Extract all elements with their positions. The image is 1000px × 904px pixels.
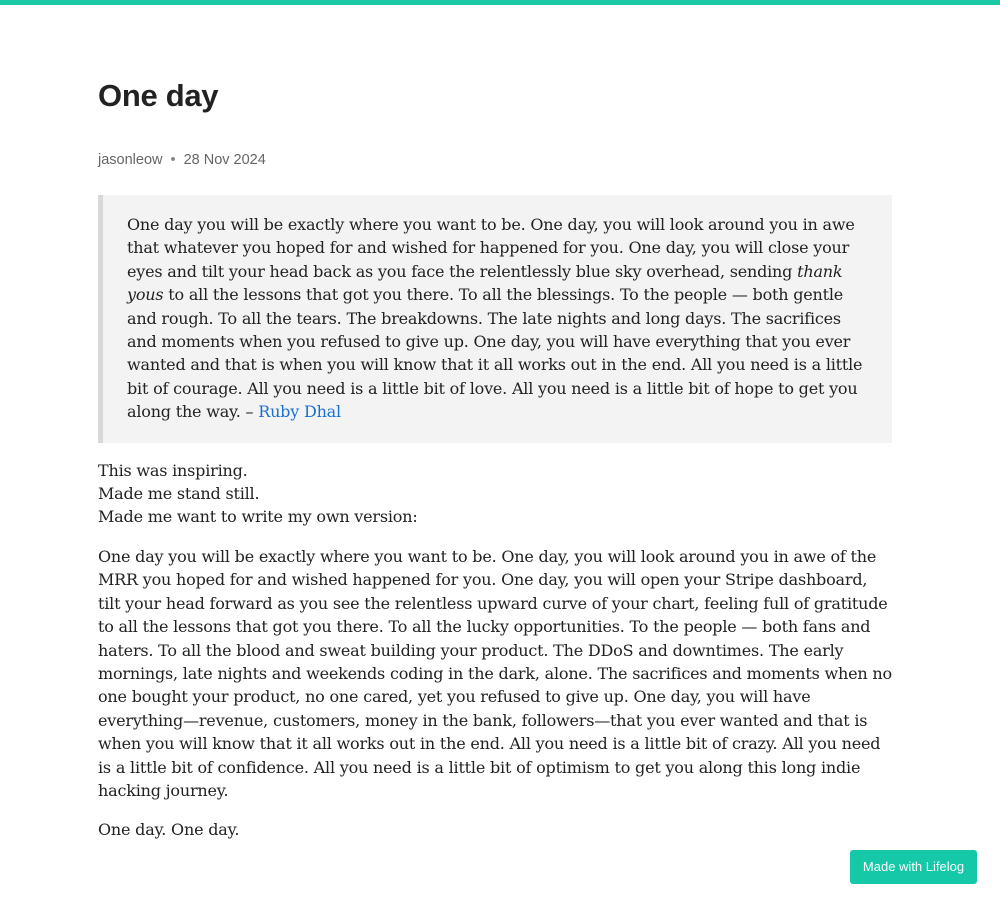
quote-text-start: One day you will be exactly where you want to be. One day, you will look around you in awe that whatever you hoped for and wished for happened for you. One day, you will close your eyes and tilt your head back as you face the relentlessly blue sky overhead, sending <box>127 215 855 281</box>
top-accent-bar <box>0 0 1000 5</box>
post-meta <box>98 150 892 170</box>
intro-line: Made me want to write my own version: <box>98 507 418 527</box>
post-title: One day <box>98 78 219 113</box>
quote-attribution-link[interactable]: Ruby Dhal <box>258 402 341 422</box>
intro-lines <box>98 459 892 529</box>
post-date: 28 Nov 2024 <box>183 152 266 168</box>
quote-text-end: to all the lessons that got you there. To all the blessings. To the people — both gentle and rough. To all the tears. The breakdowns. The late nights and long days. The sacrifices and moments when you refused to give up. One day, you will have everything that you ever wanted and that is when you will know that it all works out in the end. All you need is a little bit of courage. All you need is a little bit of love. All you need is a little bit of hope to get you along the way. – <box>127 285 863 422</box>
intro-line: Made me stand still. <box>98 484 260 504</box>
body-paragraph: One day you will be exactly where you want to be. One day, you will look around you in awe of the MRR you hoped for and wished happened for you. One day, you will open your Stripe dashboard, tilt your head forward as you see the relentless upward curve of your chart, feeling full of gratitude to all the lessons that got you there. To all the lucky opportunities. To the people — both fans and haters. To all the blood and sweat building your product. The DDoS and downtimes. The early mornings, late nights and weekends coding in the dark, alone. The sacrifices and moments when no one bought your product, no one cared, yet you refused to give up. One day, you will have everything—revenue, customers, money in the bank, followers—that you ever wanted and that is when you will know that it all works out in the end. All you need is a little bit of crazy. All you need is a little bit of confidence. All you need is a little bit of optimism to get you along this long indie hacking journey. <box>98 546 892 800</box>
closing-line: One day. One day. <box>98 820 240 840</box>
intro-line: This was inspiring. <box>98 460 248 480</box>
post-author[interactable]: jasonleow <box>98 152 163 168</box>
quote-italic: thank yous <box>127 261 843 305</box>
post-article <box>98 76 892 842</box>
made-with-lifelog-button[interactable]: Made with Lifelog <box>850 850 977 884</box>
meta-separator: • <box>170 152 176 168</box>
blockquote <box>98 195 892 443</box>
